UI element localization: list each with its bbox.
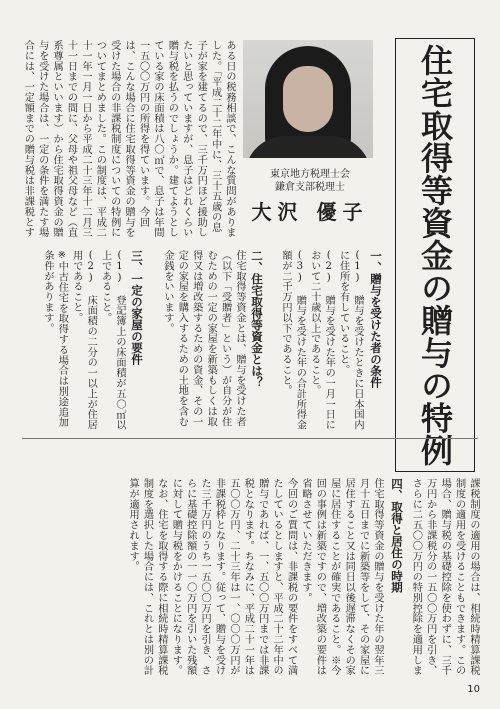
sec2-heading: 二、住宅取得等資金とは？ — [250, 250, 264, 388]
photo-shoulders — [245, 136, 371, 158]
section-divider — [22, 438, 478, 439]
sec5-body: 課税制度の適用の場合は、相続時精算課税制度の適用を受けることもできます。この場合、贈与税の基礎控除を使わずに、三千万円から非課税分の一五〇〇万円を引き、さらに二五〇〇万円の特別控除を適用しま — [410, 478, 479, 676]
sec4-body: 住宅取得等資金の贈与を受けた年の翌年三月十五日までに新築等をして、その家屋に居住すること又は同日以後遅滞なくその家屋に居住することが確実であること。※今回の事例は新築ですので、増改築の要件は省略させていただきます。 今回のご質問は、非課税の要件をすべて満たしているとしますと、平成二十二年中の贈与であれば、一、五〇〇万円までは非課税となります。ちなみに、平成二十一年は五〇〇万円、二十三年は一、〇〇〇万円が非課税枠となります。従って、贈与を受けた三千万円のうち一五〇〇万円を引き、さらに基礎控除額の一一〇万円を引いた残額に対して贈与税をかけることになります。なお、住宅を取得する際に相続時精算課税制度を選択した場合には、これとは別の計算が適用されます。 — [127, 478, 383, 676]
page-number: 10 — [467, 684, 480, 695]
affiliation-line2: 鎌倉支部税理士 — [275, 182, 345, 193]
author-affiliation — [248, 168, 372, 194]
title-box — [395, 38, 475, 472]
sec3-body: (1) 登記簿上の床面積が五〇㎡以上であること。 (2) 床面積の二分の一以上が住居用であること。 ※中古住宅を取得する場合は別途追加条件があります。 — [41, 250, 125, 430]
author-name: 大沢 優子 — [251, 200, 369, 224]
photo-face — [283, 66, 333, 132]
affiliation-line1: 東京地方税理士会 — [270, 169, 350, 180]
intro-text: ある日の税務相談で、こんな質問がありました。「平成二十二年中に、三十五歳の息子が家を建てるので、三千万円ほど援助したいと思っていますが、息子はどれくらい贈与税を払うのでしょうか。建てようとしている家の床面積は八〇㎡で、息子は年間一五〇〇万円の所得を得ています。今回は、こんな場合に住宅取得等資金の贈与を受けた場合の非課税制度についての特例についてまとめました。この制度は、平成二十一年一月一日から平成二十三年十二月三十一日までの間に、父母や祖父母など（直系尊属といいます）から住宅取得資金の贈与を受けた場合は、一定の条件を満たす場合には、一定額までの贈与税は非課税とす — [22, 40, 235, 238]
sec1-body: (1) 贈与を受けたときに日本国内に住所を有していること。 (2) 贈与を受けた年の一月一日において二十歳以上であること。 (3) 贈与を受けた年の合計所得金額が二千万円以下であること。 — [279, 250, 363, 430]
page-title: 住宅取得等資金の贈与の特例 — [416, 43, 454, 467]
sec1-heading: 一、贈与を受けた者の条件 — [369, 250, 383, 388]
sec4-heading: 四、取得と居住の時期 — [390, 478, 404, 593]
author-photo — [243, 40, 373, 158]
sec2-body: 住宅取得等資金とは、贈与を受けた者（以下「受贈者」という）が自分が住むための一定の家屋を新築もしくは取得又は増改築するための資金、その一定の家屋を購入するための土地を含む金銭をいいます。 — [161, 250, 245, 427]
sec3-heading: 三、一定の家屋の要件 — [130, 250, 144, 365]
